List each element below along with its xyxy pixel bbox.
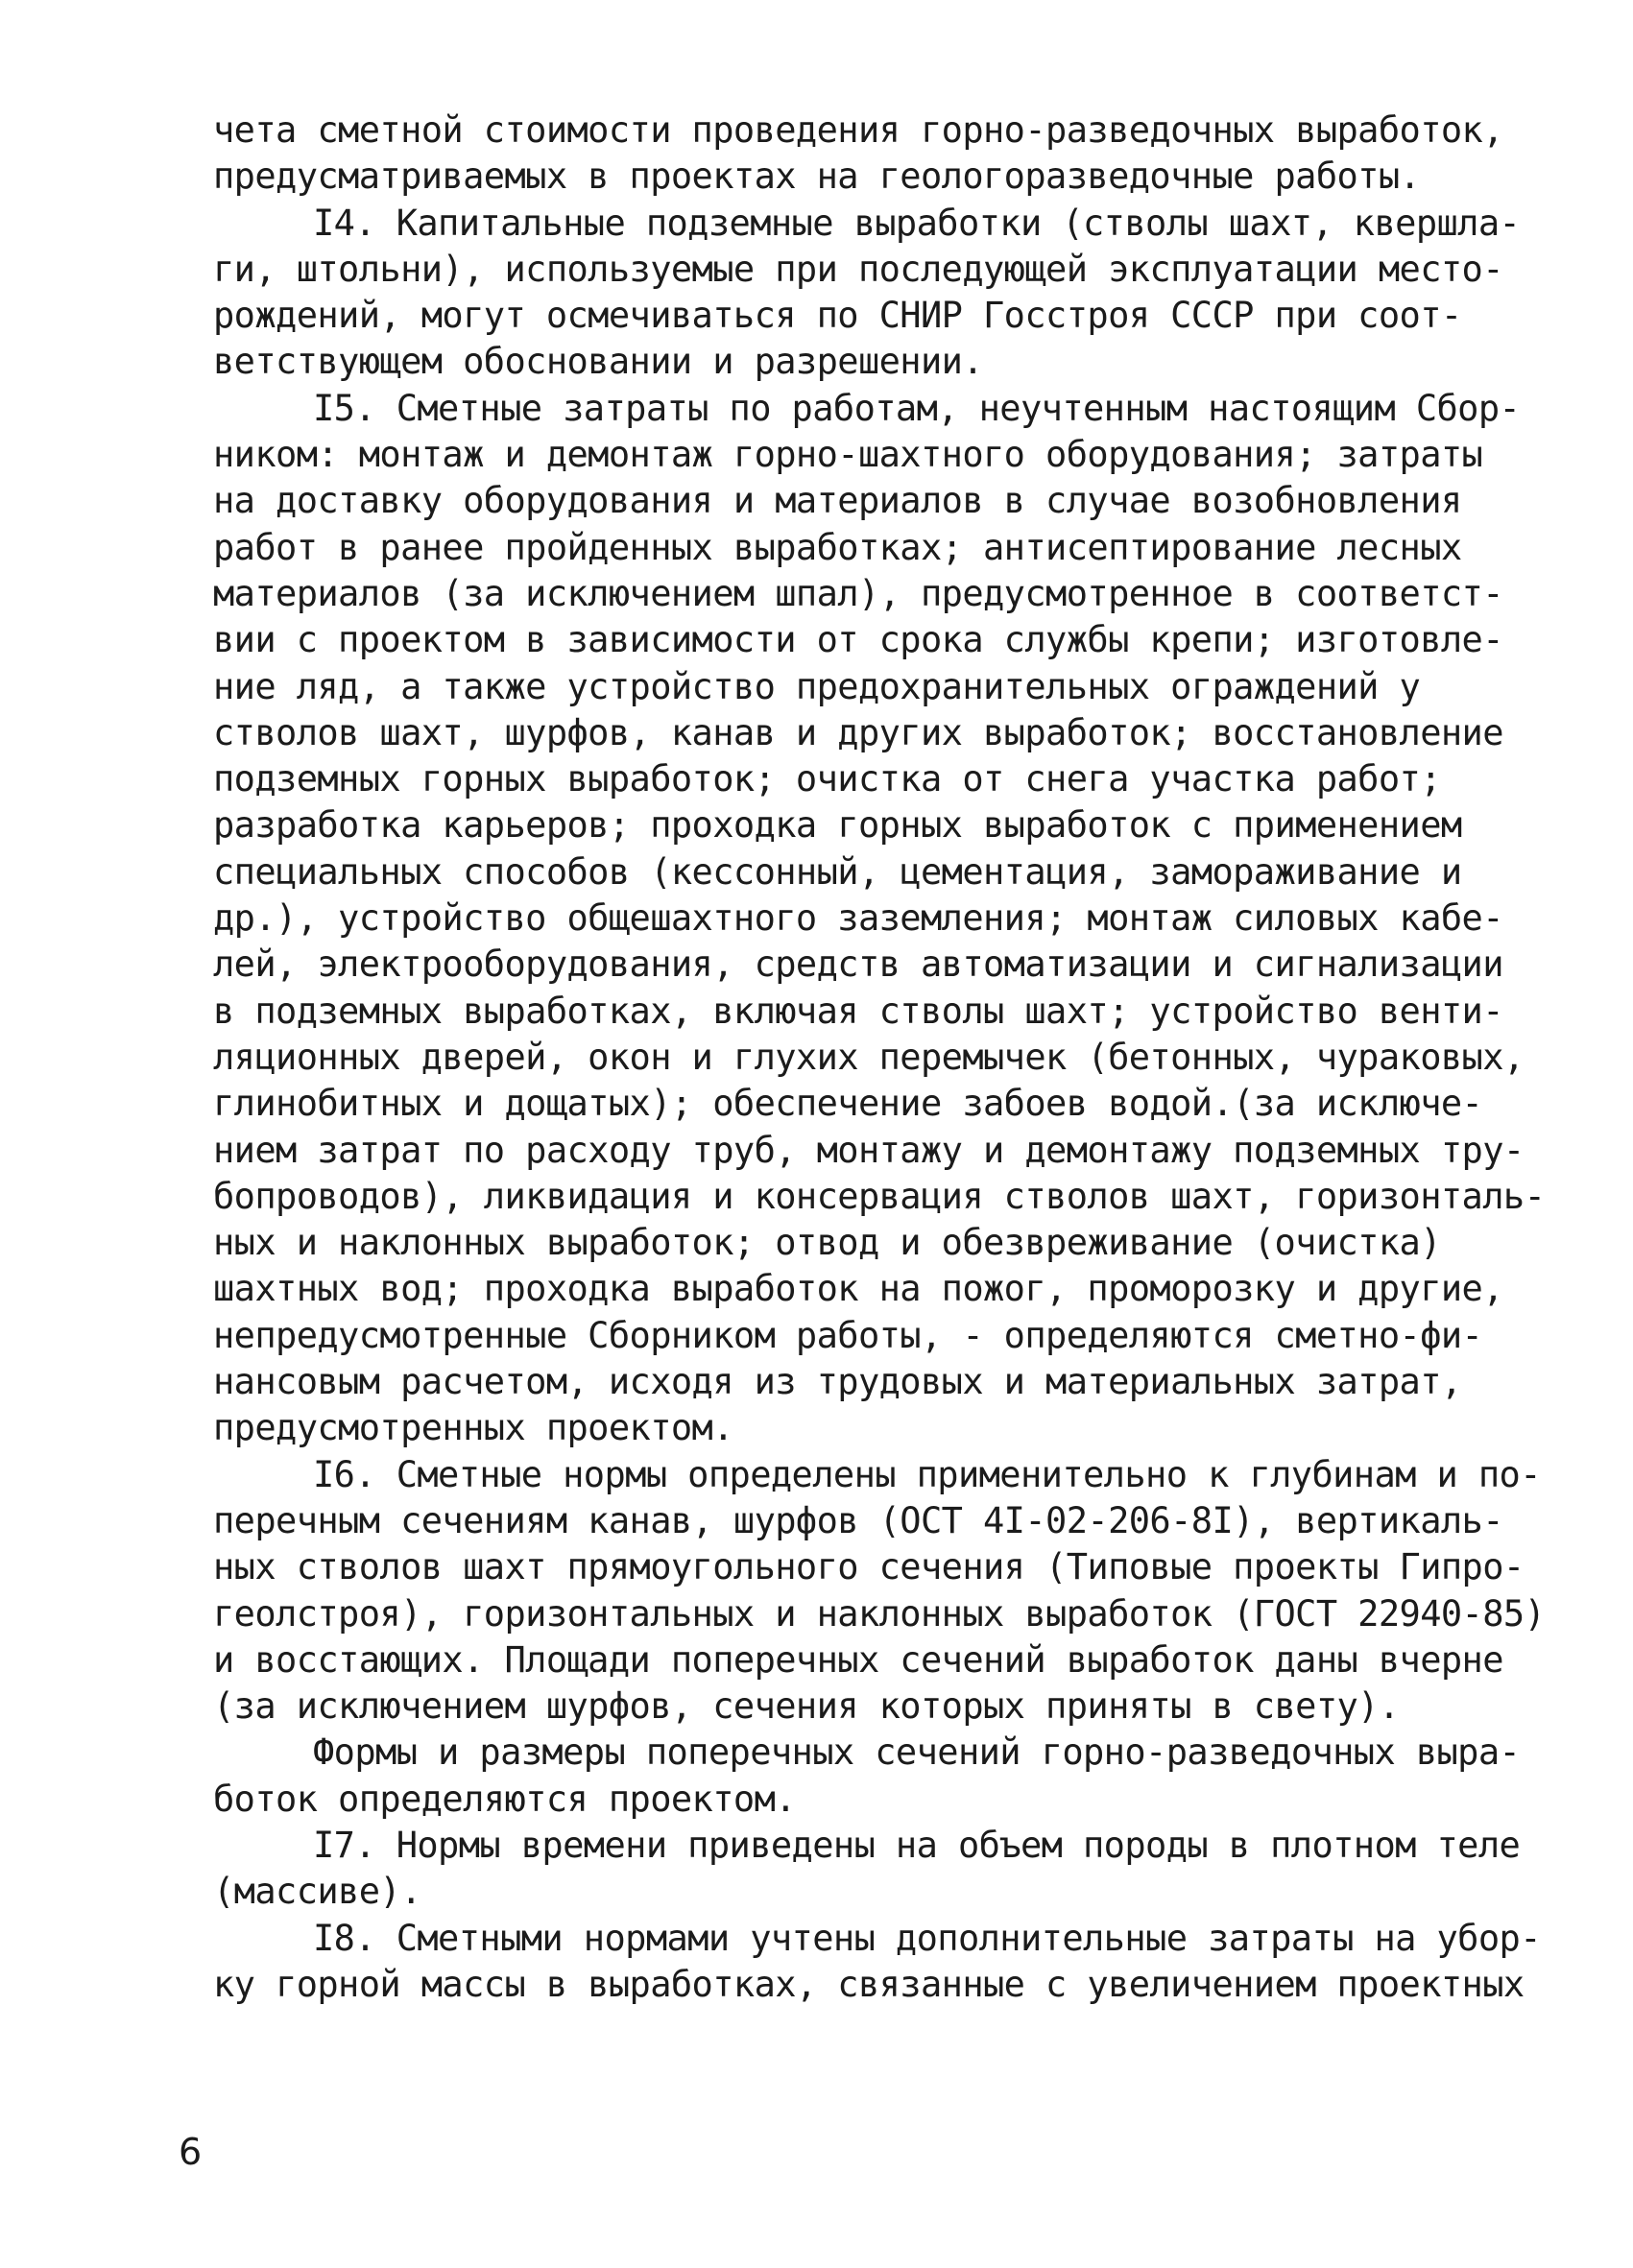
text-line: предусмотренных проектом. [213, 1407, 733, 1449]
body-text [213, 107, 1546, 2008]
text-line: ником: монтаж и демонтаж горно-шахтного оборудования; затраты [213, 434, 1483, 476]
text-line: нием затрат по расходу труб, монтажу и демонтажу подземных тру- [213, 1129, 1525, 1171]
text-line: на доставку оборудования и материалов в случае возобновления [213, 480, 1462, 522]
text-line: (за исключением шурфов, сечения которых приняты в свету). [213, 1685, 1400, 1728]
text-line: непредусмотренные Сборником работы, - определяются сметно-фи- [213, 1314, 1483, 1356]
text-line: специальных способов (кессонный, цементация, замораживание и [213, 850, 1462, 893]
text-line: ных и наклонных выработок; отвод и обезвреживание (очистка) [213, 1222, 1441, 1264]
page-number: 6 [179, 2131, 203, 2173]
paragraph-first-line: I4. Капитальные подземные выработки (стволы шахт, квершла- [313, 202, 1521, 244]
text-line: лей, электрооборудования, средств автоматизации и сигнализации [213, 943, 1503, 986]
text-line: рождений, могут осмечиваться по СНИР Госстроя СССР при соот- [213, 295, 1462, 337]
text-line: ги, штольни), используемые при последующей эксплуатации место- [213, 248, 1503, 290]
text-line: геолстроя), горизонтальных и наклонных выработок (ГОСТ 22940-85) [213, 1592, 1546, 1635]
text-line: чета сметной стоимости проведения горно-разведочных выработок, [213, 109, 1503, 151]
text-line: ние ляд, а также устройство предохранительных ограждений у [213, 665, 1421, 707]
paragraph-first-line: I7. Нормы времени приведены на объем породы в плотном теле [313, 1824, 1521, 1866]
text-line: и восстающих. Площади поперечных сечений выработок даны вчерне [213, 1638, 1503, 1681]
paragraph-first-line: I5. Сметные затраты по работам, неучтенным настоящим Сбор- [313, 387, 1521, 429]
text-line: ку горной массы в выработках, связанные с увеличением проектных [213, 1963, 1525, 2005]
text-line: подземных горных выработок; очистка от снега участка работ; [213, 758, 1441, 800]
text-line: др.), устройство общешахтного заземления; монтаж силовых кабе- [213, 897, 1503, 940]
text-line: перечным сечениям канав, шурфов (ОСТ 4I-02-206-8I), вертикаль- [213, 1499, 1503, 1541]
paragraph-first-line: I6. Сметные нормы определены применительно к глубинам и по- [313, 1453, 1541, 1495]
paragraph-first-line: Формы и размеры поперечных сечений горно-разведочных выра- [313, 1731, 1521, 1774]
text-line: бопроводов), ликвидация и консервация стволов шахт, горизонталь- [213, 1175, 1546, 1217]
text-line: ных стволов шахт прямоугольного сечения (Типовые проекты Гипро- [213, 1546, 1525, 1588]
text-line: (массиве). [213, 1871, 421, 1913]
text-line: боток определяются проектом. [213, 1778, 796, 1820]
paragraph-first-line: I8. Сметными нормами учтены дополнительные затраты на убор- [313, 1917, 1541, 1959]
text-line: ветствующем обосновании и разрешении. [213, 341, 984, 383]
text-line: работ в ранее пройденных выработках; антисептирование лесных [213, 526, 1462, 568]
text-line: в подземных выработках, включая стволы шахт; устройство венти- [213, 990, 1503, 1032]
text-line: разработка карьеров; проходка горных выработок с применением [213, 804, 1462, 847]
text-line: вии с проектом в зависимости от срока службы крепи; изготовле- [213, 619, 1503, 661]
text-line: нансовым расчетом, исходя из трудовых и материальных затрат, [213, 1361, 1462, 1403]
text-line: шахтных вод; проходка выработок на пожог, проморозку и другие, [213, 1268, 1503, 1310]
text-line: ляционных дверей, окон и глухих перемычек (бетонных, чураковых, [213, 1036, 1525, 1078]
text-line: стволов шахт, шурфов, канав и других выработок; восстановление [213, 711, 1503, 753]
text-line: предусматриваемых в проектах на геологоразведочные работы. [213, 155, 1421, 198]
text-line: материалов (за исключением шпал), предусмотренное в соответст- [213, 572, 1503, 614]
text-line: глинобитных и дощатых); обеспечение забоев водой.(за исключе- [213, 1083, 1483, 1125]
